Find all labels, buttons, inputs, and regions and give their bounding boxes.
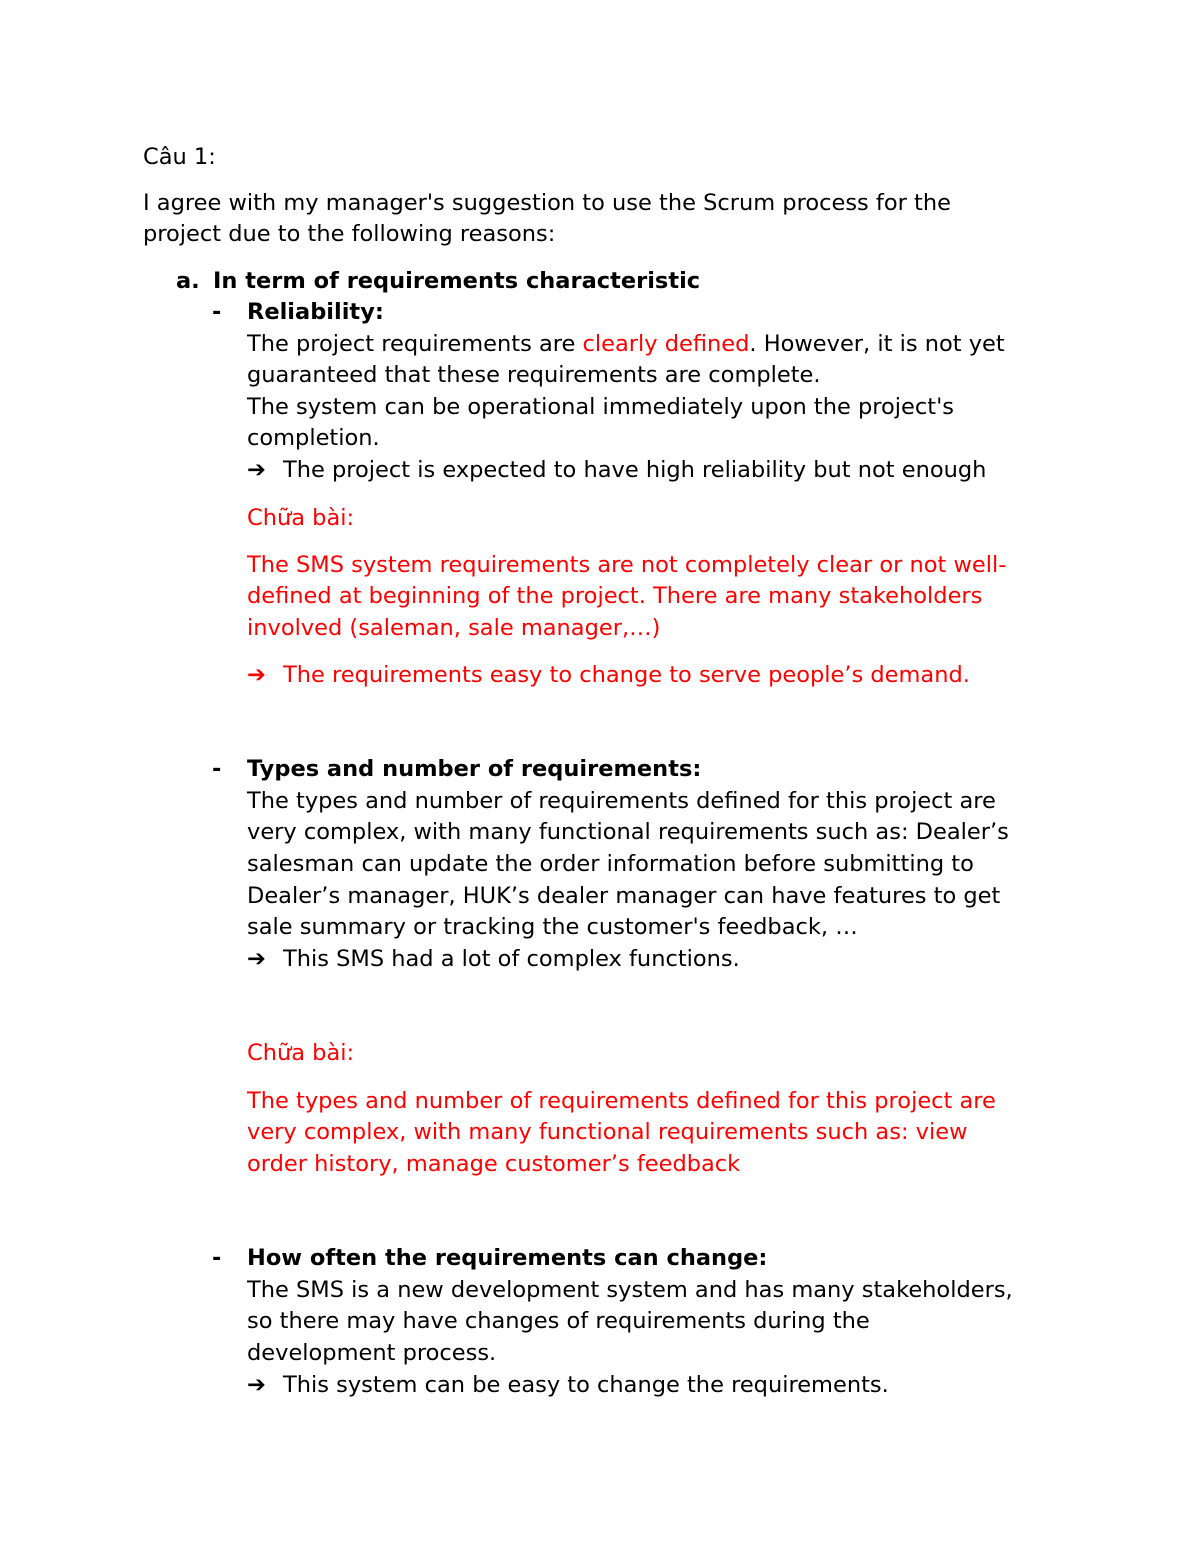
types-fix-label: Chữa bài:	[247, 1040, 355, 1066]
reliability-fix-conclusion-text: The requirements easy to change to serve people’s demand.	[283, 662, 970, 688]
reliability-conclusion	[247, 455, 986, 487]
reliability-line-4: completion.	[247, 425, 380, 451]
arrow-icon: ➔	[247, 946, 266, 972]
reliability-line-2: guaranteed that these requirements are complete.	[247, 362, 821, 388]
question-label: Câu 1:	[143, 144, 216, 170]
change-conclusion	[247, 1370, 889, 1402]
change-conclusion-text: This system can be easy to change the requirements.	[283, 1372, 889, 1398]
reliability-fix-label: Chữa bài:	[247, 505, 355, 531]
reliability-fix-line-3: involved (saleman, sale manager,…)	[247, 615, 661, 641]
types-conclusion	[247, 944, 740, 976]
reliability-bullet: -	[212, 299, 222, 325]
change-line-2: so there may have changes of requirements during the	[247, 1308, 870, 1334]
types-fix-line-3: order history, manage customer’s feedback	[247, 1151, 741, 1177]
change-line-1: The SMS is a new development system and has many stakeholders,	[247, 1277, 1013, 1303]
types-line-1: The types and number of requirements defined for this project are	[247, 788, 996, 814]
reliability-line-1	[247, 329, 1005, 361]
types-fix-line-1: The types and number of requirements defined for this project are	[247, 1088, 996, 1114]
arrow-icon: ➔	[247, 662, 266, 688]
types-conclusion-text: This SMS had a lot of complex functions.	[283, 946, 740, 972]
types-fix-line-2: very complex, with many functional requirements such as: view	[247, 1119, 968, 1145]
types-bullet: -	[212, 756, 222, 782]
reliability-conclusion-text: The project is expected to have high reliability but not enough	[283, 457, 987, 483]
types-line-5: sale summary or tracking the customer's feedback, …	[247, 914, 858, 940]
reliability-fix-conclusion	[247, 660, 970, 692]
reliability-heading: Reliability:	[247, 299, 384, 325]
section-a-marker: a.	[176, 268, 200, 294]
intro-line-1: I agree with my manager's suggestion to use the Scrum process for the	[143, 190, 951, 216]
change-line-3: development process.	[247, 1340, 497, 1366]
reliability-line-1-post: . However, it is not yet	[749, 331, 1005, 357]
reliability-fix-line-1: The SMS system requirements are not completely clear or not well-	[247, 552, 1007, 578]
intro-line-2: project due to the following reasons:	[143, 221, 556, 247]
types-line-2: very complex, with many functional requirements such as: Dealer’s	[247, 819, 1009, 845]
reliability-fix-line-2: defined at beginning of the project. There are many stakeholders	[247, 583, 983, 609]
reliability-line-3: The system can be operational immediately upon the project's	[247, 394, 954, 420]
types-line-4: Dealer’s manager, HUK’s dealer manager can have features to get	[247, 883, 1001, 909]
types-line-3: salesman can update the order information before submitting to	[247, 851, 974, 877]
types-heading: Types and number of requirements:	[247, 756, 702, 782]
arrow-icon: ➔	[247, 457, 266, 483]
change-heading: How often the requirements can change:	[247, 1245, 768, 1271]
section-a-heading: In term of requirements characteristic	[213, 268, 701, 294]
change-bullet: -	[212, 1245, 222, 1271]
reliability-highlight: clearly defined	[582, 331, 750, 357]
reliability-line-1-pre: The project requirements are	[247, 331, 583, 357]
arrow-icon: ➔	[247, 1372, 266, 1398]
